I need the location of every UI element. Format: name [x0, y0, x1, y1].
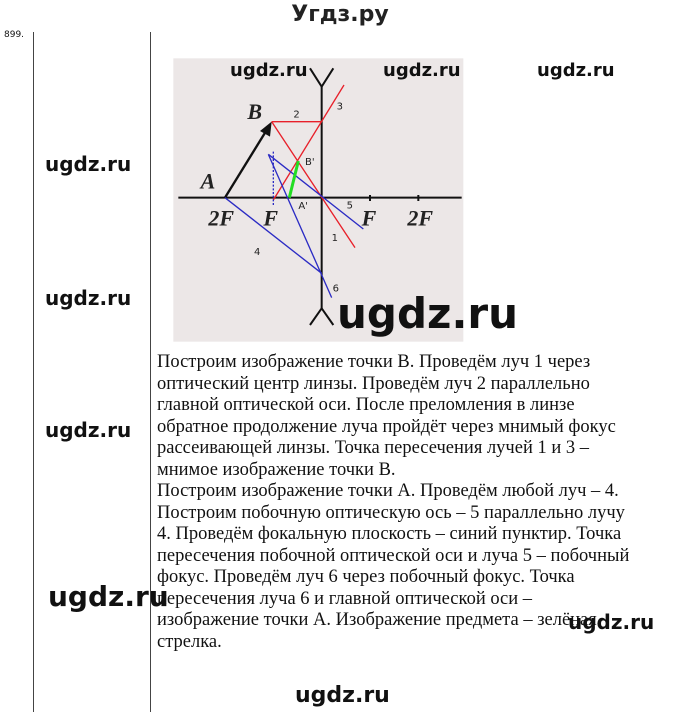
label-F-left: F — [263, 205, 279, 231]
solution-line: рассеивающей линзы. Точка пересечения лучей 1 и 3 – — [157, 438, 589, 458]
ray-label-6: 6 — [332, 283, 340, 295]
site-title: Угдз.ру — [291, 2, 389, 27]
watermark: ugdz.ru — [48, 580, 169, 613]
label-B: B — [247, 99, 263, 124]
watermark: ugdz.ru — [45, 418, 132, 442]
solution-line: изображение точки А. Изображение предмета – зелёная — [157, 610, 597, 630]
ray-label-2: 2 — [293, 109, 300, 121]
solution-line: 4. Проведём фокальную плоскость – синий пунктир. Точка — [157, 524, 622, 544]
label-2F-right: 2F — [407, 205, 434, 231]
ray-label-5: 5 — [346, 200, 354, 212]
watermark: ugdz.ru — [568, 610, 655, 634]
watermark: ugdz.ru — [45, 286, 132, 310]
solution-line: оптический центр линзы. Проведём луч 2 параллельно — [157, 373, 590, 394]
solution-line: пересечения луча 6 и главной оптической оси – — [157, 588, 533, 609]
solution-line: главной оптической оси. После преломления в линзе — [157, 395, 575, 415]
watermark: ugdz.ru — [230, 60, 308, 81]
label-F-right: F — [361, 205, 377, 231]
solution-line: Построим побочную оптическую ось – 5 параллельно лучу — [157, 502, 625, 523]
watermark: ugdz.ru — [295, 683, 390, 708]
watermark: ugdz.ru — [45, 152, 132, 176]
watermark: ugdz.ru — [537, 60, 615, 81]
solution-line: обратное продолжение луча пройдёт через мнимый фокус — [157, 416, 616, 437]
solution-line: Построим изображение точки В. Проведём луч 1 через — [157, 352, 591, 372]
solution-line: Построим изображение точки А. Проведём любой луч – 4. — [157, 481, 619, 501]
watermark: ugdz.ru — [337, 289, 519, 338]
ray-label-3: 3 — [336, 101, 344, 113]
solution-line: мнимое изображение точки В. — [157, 459, 396, 480]
column-divider — [33, 32, 34, 712]
solution-line: стрелка. — [157, 631, 222, 652]
solution-text — [157, 352, 677, 653]
watermark: ugdz.ru — [383, 60, 461, 81]
label-A: A — [200, 168, 216, 194]
label-B-image: B' — [305, 157, 315, 168]
task-number: 899. — [4, 30, 25, 40]
solution-line: пересечения побочной оптической оси и луча 5 – побочный — [157, 545, 630, 566]
ray-label-1: 1 — [331, 233, 339, 244]
ray-label-4: 4 — [254, 247, 261, 258]
label-2F-left: 2F — [208, 205, 235, 231]
label-A-image: A' — [298, 201, 308, 212]
solution-line: фокус. Проведём луч 6 через побочный фокус. Точка — [157, 567, 575, 587]
